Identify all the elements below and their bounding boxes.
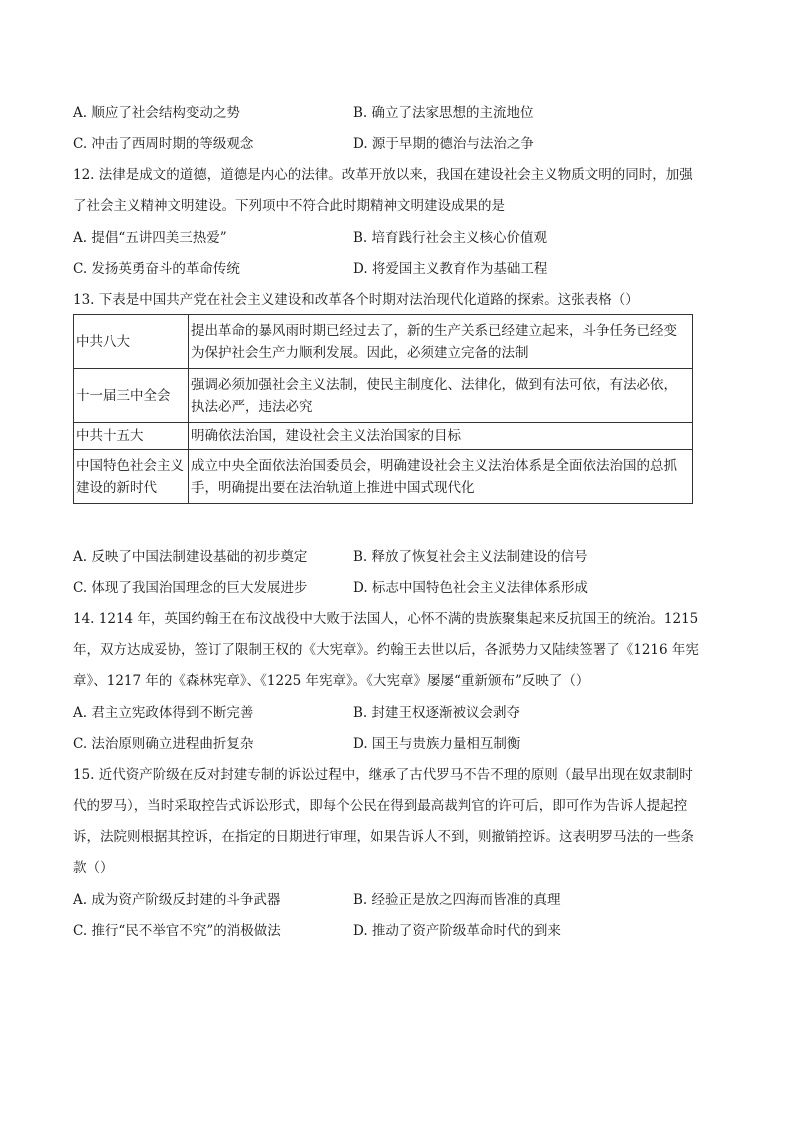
table-cell-period: 中共十五大 [74, 423, 189, 450]
q11-option-a: A. 顺应了社会结构变动之势 [73, 105, 240, 121]
table-cell-period: 中共八大 [74, 315, 189, 369]
table-cell-content: 成立中央全面依法治国委员会，明确建设社会主义法治体系是全面依法治国的总抓手，明确提出要在法治轨道上推进中国式现代化 [189, 450, 693, 504]
q15-option-c: C. 推行“民不举官不究”的消极做法 [73, 923, 281, 939]
q11-option-b: B. 确立了法家思想的主流地位 [353, 105, 534, 121]
table-row [74, 369, 693, 423]
q15-option-b: B. 经验正是放之四海而皆准的真理 [353, 892, 561, 908]
table-cell-content: 强调必须加强社会主义法制，使民主制度化、法律化，做到有法可依，有法必依，执法必严，违法必究 [189, 369, 693, 423]
q12-option-b: B. 培育践行社会主义核心价值观 [353, 230, 548, 246]
q13-option-d: D. 标志中国特色社会主义法律体系形成 [353, 580, 588, 596]
q12-option-a: A. 提倡“五讲四美三热爱” [73, 230, 227, 246]
q15-stem-line-3: 诉，法院则根据其控诉，在指定的日期进行审理，如果告诉人不到，则撤销控诉。这表明罗马法的一些条 [73, 829, 694, 845]
q13-option-b: B. 释放了恢复社会主义法制建设的信号 [353, 549, 588, 565]
q13-table [73, 314, 693, 504]
q15-option-a: A. 成为资产阶级反封建的斗争武器 [73, 892, 281, 908]
q13-option-a: A. 反映了中国法制建设基础的初步奠定 [73, 549, 308, 565]
q14-option-a: A. 君主立宪政体得到不断完善 [73, 705, 254, 721]
q15-stem-line-2: 代的罗马），当时采取控告式诉讼形式，即每个公民在得到最高裁判官的许可后，即可作为告诉人提起控 [73, 798, 688, 814]
q14-option-d: D. 国王与贵族力量相互制衡 [353, 736, 521, 752]
q14-option-b: B. 封建王权逐渐被议会剥夺 [353, 705, 521, 721]
table-cell-period: 十一届三中全会 [74, 369, 189, 423]
q11-option-c: C. 冲击了西周时期的等级观念 [73, 136, 254, 152]
q12-stem-line-2: 了社会主义精神文明建设。下列项中不符合此时期精神文明建设成果的是 [73, 198, 505, 214]
q15-stem-line-4: 款（） [73, 860, 114, 876]
q15-option-d: D. 推动了资产阶级革命时代的到来 [353, 923, 561, 939]
q12-stem-line-1: 12. 法律是成文的道德，道德是内心的法律。改革开放以来，我国在建设社会主义物质文明的同时，加强 [73, 167, 693, 183]
q11-option-d: D. 源于早期的德治与法治之争 [353, 136, 534, 152]
table-row [74, 423, 693, 450]
q14-stem-line-2: 年，双方达成妥协，签订了限制王权的《大宪章》。约翰王去世以后，各派势力又陆续签署了《1216 年宪 [73, 642, 699, 658]
q13-option-c: C. 体现了我国治国理念的巨大发展进步 [73, 580, 308, 596]
q14-option-c: C. 法治原则确立进程曲折复杂 [73, 736, 254, 752]
q15-stem-line-1: 15. 近代资产阶级在反对封建专制的诉讼过程中，继承了古代罗马不告不理的原则（最早出现在奴隶制时 [73, 767, 693, 783]
q12-option-c: C. 发扬英勇奋斗的革命传统 [73, 261, 240, 277]
q13-stem: 13. 下表是中国共产党在社会主义建设和改革各个时期对法治现代化道路的探索。这张表格（） [73, 292, 639, 308]
table-row [74, 315, 693, 369]
q14-stem-line-1: 14. 1214 年，英国约翰王在布汶战役中大败于法国人，心怀不满的贵族聚集起来反抗国王的统治。1215 [73, 611, 699, 627]
table-row [74, 450, 693, 504]
q14-stem-line-3: 章》、1217 年的《森林宪章》、《1225 年宪章》。《大宪章》屡屡“重新颁布”反映了（） [73, 673, 590, 689]
table-cell-content: 提出革命的暴风雨时期已经过去了，新的生产关系已经建立起来，斗争任务已经变为保护社会生产力顺利发展。因此，必须建立完备的法制 [189, 315, 693, 369]
table-cell-period: 中国特色社会主义建设的新时代 [74, 450, 189, 504]
q12-option-d: D. 将爱国主义教育作为基础工程 [353, 261, 548, 277]
table-cell-content: 明确依法治国，建设社会主义法治国家的目标 [189, 423, 693, 450]
